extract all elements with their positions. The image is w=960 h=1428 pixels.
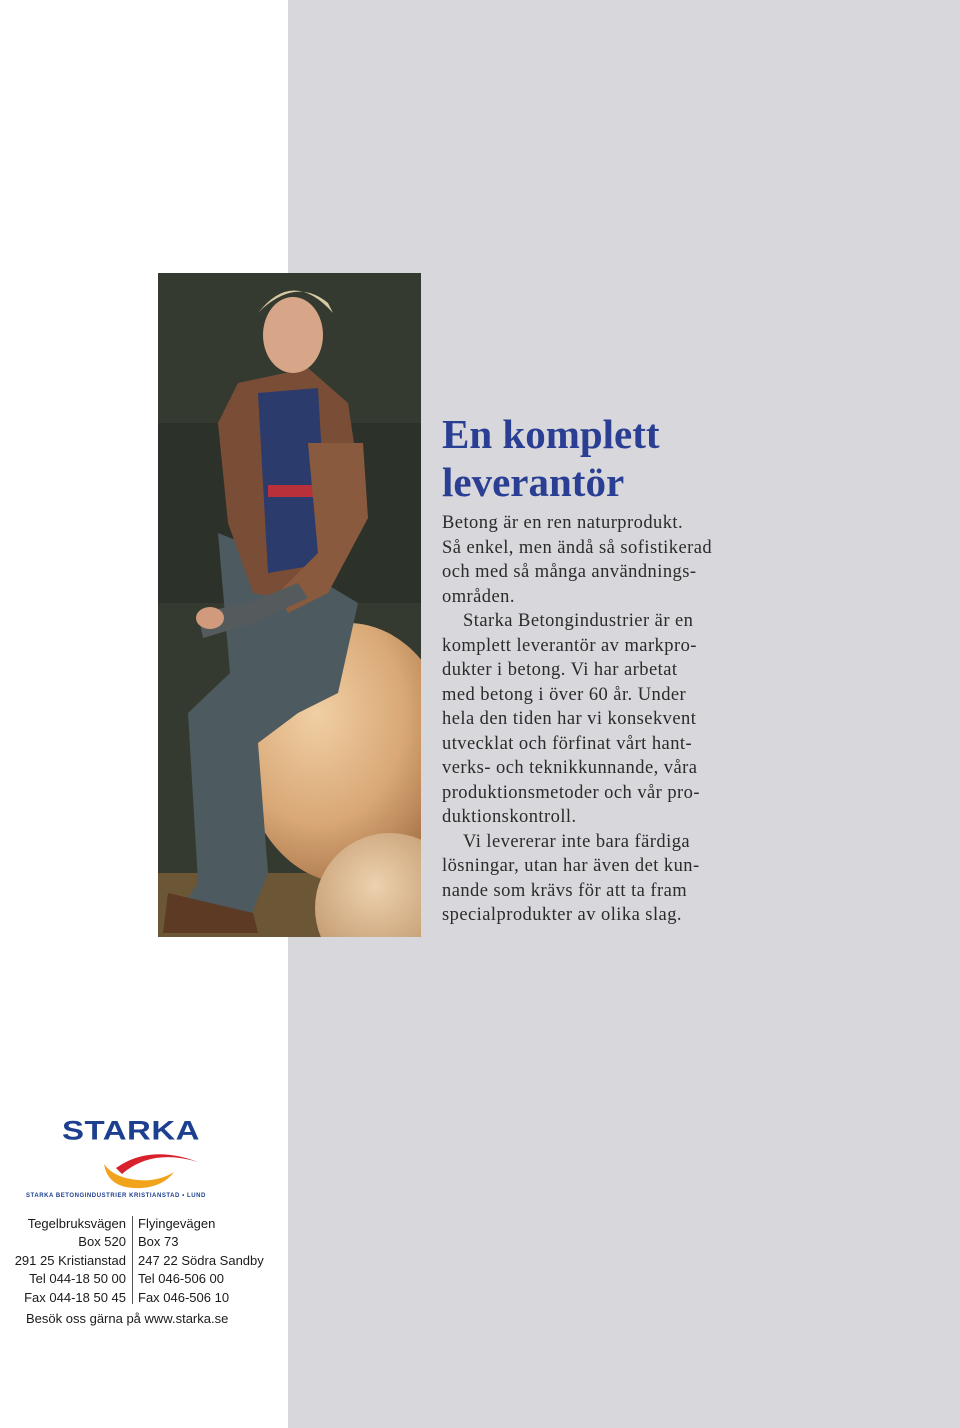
article-body [442, 511, 762, 928]
address-line: 291 25 Kristianstad [14, 1252, 126, 1268]
article-line: dukter i betong. Vi har arbetat [442, 660, 678, 680]
address-sodra-sandby [138, 1215, 288, 1307]
article-line: hela den tiden har vi konsekvent [442, 709, 697, 729]
logo-tagline: STARKA BETONGINDUSTRIER KRISTIANSTAD • LUND [26, 1193, 206, 1199]
address-line: Tegelbruksvägen [27, 1216, 126, 1231]
article-line: verks- och teknikkunnande, våra [442, 758, 698, 778]
starka-logo [24, 1114, 240, 1204]
logo-wordmark: STARKA [61, 1114, 201, 1146]
address-line: Fax 044-18 50 45 [24, 1289, 126, 1305]
article-line: lösningar, utan har även det kun- [442, 856, 700, 876]
article-line: områden. [442, 586, 515, 607]
article-line: Betong är en ren naturprodukt. [442, 513, 684, 533]
article-title [442, 410, 762, 506]
address-line: 247 22 Södra Sandby [138, 1252, 264, 1268]
address-divider [132, 1216, 133, 1304]
article-line: med betong i över 60 år. Under [442, 684, 687, 705]
address-line: Box 73 [138, 1234, 179, 1250]
address-line: Tel 046-506 00 [138, 1271, 225, 1287]
article-title-line-1: En komplett [442, 411, 660, 457]
address-kristianstad [0, 1215, 126, 1307]
article-line: komplett leverantör av markpro- [442, 635, 697, 656]
article-line: specialprodukter av olika slag. [442, 905, 682, 925]
website-link[interactable]: Besök oss gärna på www.starka.se [26, 1311, 229, 1326]
article-line: Vi levererar inte bara färdiga [463, 831, 691, 852]
logo-swoosh-icon [102, 1148, 202, 1192]
article-line: nande som krävs för att ta fram [442, 880, 688, 901]
article-line: Starka Betongindustrier är en [463, 611, 694, 631]
article-line: Så enkel, men ändå så sofistikerad [442, 537, 713, 558]
address-line: Tel 044-18 50 00 [29, 1271, 126, 1287]
article-line: duktionskontroll. [442, 807, 577, 827]
address-line: Box 520 [78, 1234, 126, 1250]
article-line: utvecklat och förfinat vårt hant- [442, 733, 693, 754]
address-line: Fax 046-506 10 [138, 1289, 230, 1305]
craftsman-photo [158, 273, 421, 937]
article [442, 410, 762, 928]
article-line: produktionsmetoder och vår pro- [442, 782, 700, 803]
article-line: och med så många användnings- [442, 562, 697, 582]
article-title-line-2: leverantör [442, 459, 625, 505]
address-line: Flyingevägen [138, 1216, 216, 1231]
